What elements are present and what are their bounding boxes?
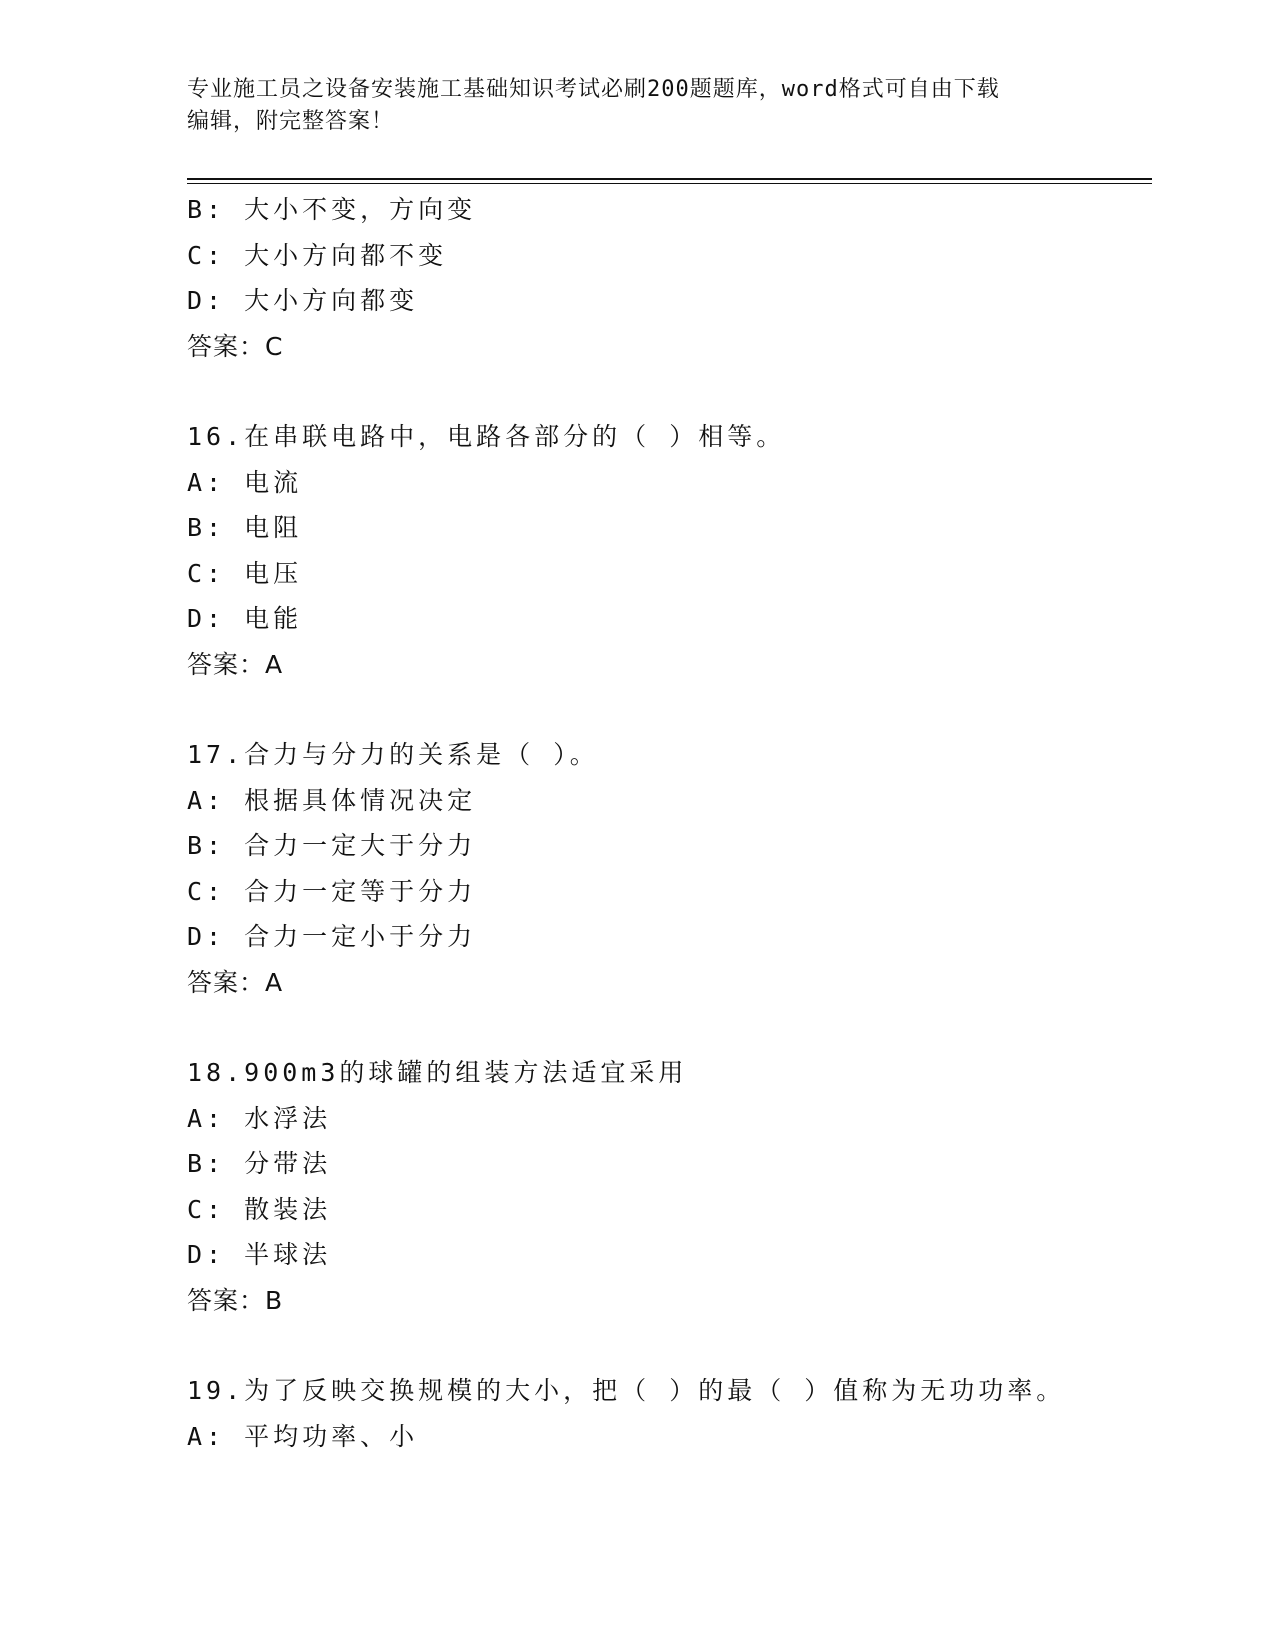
q15-option-d: D: 大小方向都变 bbox=[187, 286, 419, 315]
q17-option-a: A: 根据具体情况决定 bbox=[187, 785, 477, 815]
question-list bbox=[187, 187, 1152, 1459]
q15-answer: 答案：C bbox=[187, 331, 284, 361]
q17-option-c: C: 合力一定等于分力 bbox=[187, 876, 477, 906]
q16-option-c: C: 电压 bbox=[187, 558, 303, 588]
q15-option-c: C: 大小方向都不变 bbox=[187, 240, 448, 270]
q16-question-text: 16.在串联电路中，电路各部分的（ ）相等。 bbox=[187, 422, 786, 451]
document-header bbox=[187, 74, 1087, 138]
q18-answer: 答案：B bbox=[187, 1285, 284, 1315]
q15-option-b: B: 大小不变，方向变 bbox=[187, 195, 477, 224]
header-divider-thin bbox=[187, 183, 1152, 184]
question-16 bbox=[187, 414, 1152, 687]
q17-question-text: 17.合力与分力的关系是（ ）。 bbox=[187, 740, 599, 769]
q17-answer: 答案：A bbox=[187, 967, 284, 997]
header-line-2: 编辑，附完整答案！ bbox=[187, 109, 395, 134]
question-18 bbox=[187, 1050, 1152, 1323]
q17-option-d: D: 合力一定小于分力 bbox=[187, 922, 477, 951]
q18-option-d: D: 半球法 bbox=[187, 1240, 332, 1269]
q16-option-d: D: 电能 bbox=[187, 604, 303, 633]
q19-option-a: A: 平均功率、小 bbox=[187, 1421, 419, 1451]
q16-option-a: A: 电流 bbox=[187, 467, 303, 497]
q17-option-b: B: 合力一定大于分力 bbox=[187, 831, 477, 860]
q18-option-a: A: 水浮法 bbox=[187, 1103, 332, 1133]
q18-option-b: B: 分带法 bbox=[187, 1149, 332, 1178]
header-line-1: 专业施工员之设备安装施工基础知识考试必刷200题题库，word格式可自由下载 bbox=[187, 77, 1000, 102]
q18-option-c: C: 散装法 bbox=[187, 1194, 332, 1224]
question-15-continued bbox=[187, 187, 1152, 369]
question-19 bbox=[187, 1368, 1152, 1459]
header-divider-thick bbox=[187, 178, 1152, 180]
q19-question-text: 19.为了反映交换规模的大小，把（ ）的最（ ）值称为无功功率。 bbox=[187, 1376, 1066, 1405]
q16-option-b: B: 电阻 bbox=[187, 513, 303, 542]
q18-question-text: 18.900m3的球罐的组装方法适宜采用 bbox=[187, 1058, 688, 1087]
q16-answer: 答案：A bbox=[187, 649, 284, 679]
question-17 bbox=[187, 732, 1152, 1005]
